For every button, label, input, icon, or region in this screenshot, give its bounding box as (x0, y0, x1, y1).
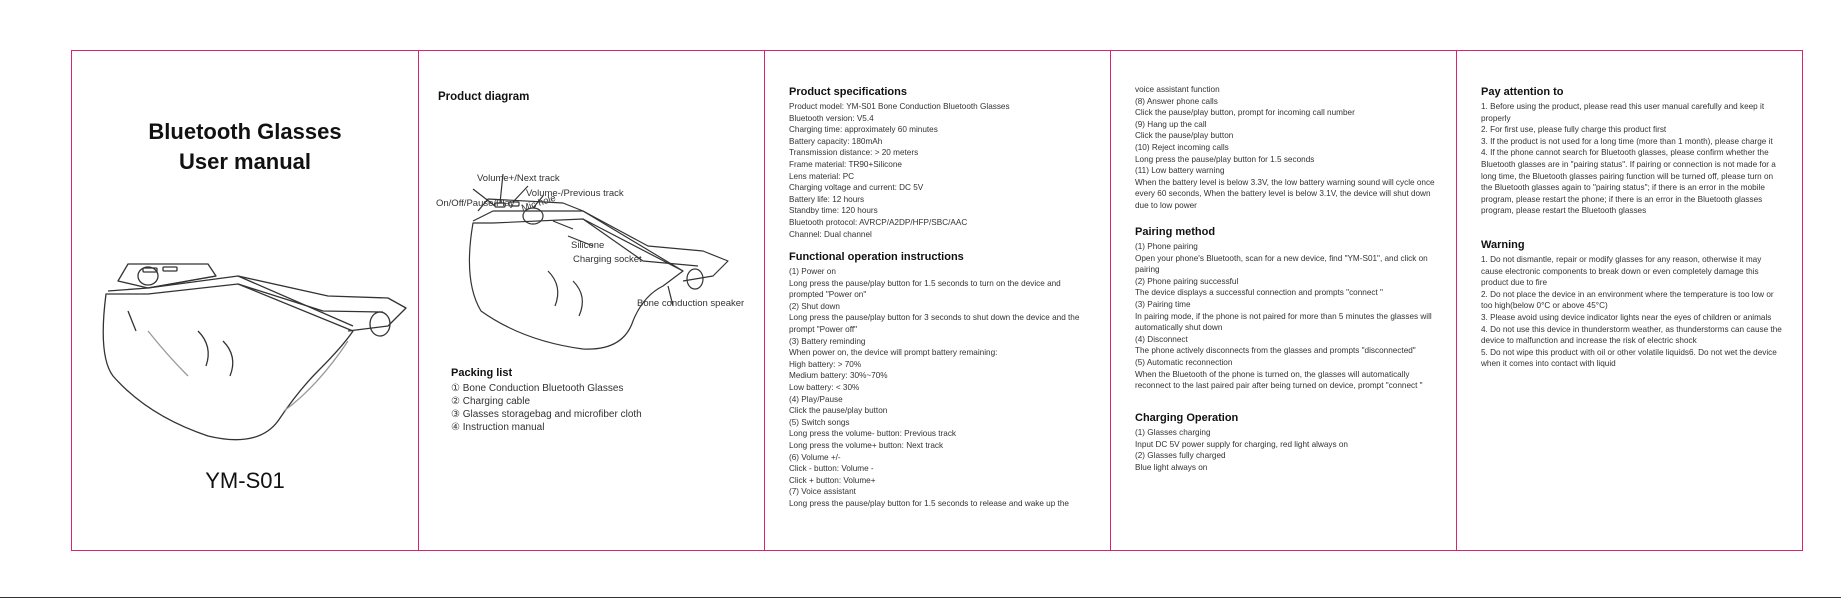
text-line: (11) Low battery warning (1135, 166, 1225, 176)
attention-section (1481, 86, 1782, 217)
text-line: Bluetooth protocol: AVRCP/A2DP/HFP/SBC/AAC (789, 217, 968, 227)
text-line: Product model: YM-S01 Bone Conduction Bluetooth Glasses (789, 102, 1010, 111)
text-line: Lens material: PC (789, 171, 855, 181)
diagram-panel (419, 51, 765, 550)
label-volume-minus: Volume-/Previous track (526, 188, 624, 199)
text-line: Open your phone's Bluetooth, scan for a new device, find "YM-S01", and click on pairing (1135, 253, 1428, 275)
text-line: (1) Power on (789, 267, 836, 276)
attention-lines (1481, 101, 1782, 217)
cover-panel (72, 51, 419, 550)
charging-title: Charging Operation (1135, 412, 1239, 424)
text-line: Blue light always on (1135, 462, 1208, 472)
text-line: When the battery level is below 3.3V, the low battery warning sound will cycle once every 60 seconds, When the battery level is below 3.1V, the device will shut down due to low power (1135, 177, 1435, 210)
packing-item: ② Charging cable (451, 396, 531, 407)
text-line: Click + button: Volume+ (789, 475, 876, 485)
functions-section (789, 251, 1090, 509)
packing-items (451, 382, 642, 434)
specs-title: Product specifications (789, 86, 907, 98)
packing-list (451, 367, 642, 434)
attention-title: Pay attention to (1481, 86, 1564, 98)
text-line: 1. Before using the product, please read this user manual carefully and keep it properly (1481, 102, 1765, 123)
warning-section (1481, 239, 1782, 370)
text-line: When the Bluetooth of the phone is turned on, the glasses will automatically reconnect to the last paired pair after being turned on device, prompt "connect " (1135, 369, 1423, 391)
text-line: When power on, the device will prompt battery remaining: (789, 348, 998, 358)
text-line: 2. For first use, please fully charge this product first (1481, 125, 1667, 135)
text-line: Click the pause/play button, prompt for incoming call number (1135, 108, 1355, 118)
text-line: Transmission distance: > 20 meters (789, 148, 919, 158)
text-line: The device displays a successful connection and prompts "connect " (1135, 288, 1383, 298)
cover-title-line1: Bluetooth Glasses (148, 119, 342, 144)
specs-lines (789, 101, 1090, 240)
text-line: (4) Play/Pause (789, 394, 843, 404)
cover-title (72, 117, 418, 177)
text-line: Standby time: 120 hours (789, 206, 878, 216)
text-line: Channel: Dual channel (789, 229, 872, 239)
charging-section (1135, 412, 1436, 473)
packing-item: ① Bone Conduction Bluetooth Glasses (451, 383, 624, 394)
text-line: Long press the volume- button: Previous track (789, 429, 957, 439)
text-line: (5) Automatic reconnection (1135, 357, 1233, 367)
text-line: Long press the pause/play button for 3 seconds to shut down the device and the prompt "Power off" (789, 313, 1080, 334)
functions-lines (789, 266, 1090, 509)
text-line: In pairing mode, if the phone is not paired for more than 5 minutes the glasses will automatically shut down (1135, 311, 1432, 333)
text-line: (5) Switch songs (789, 417, 850, 427)
text-line: (7) Voice assistant (789, 487, 856, 497)
warning-title: Warning (1481, 239, 1525, 251)
warning-lines (1481, 254, 1782, 370)
text-line: (8) Answer phone calls (1135, 96, 1218, 106)
text-line: (2) Shut down (789, 301, 840, 311)
text-line: 4. Do not use this device in thunderstorm weather, as thunderstorms can cause the device to malfunction and increase the risk of electric shock (1481, 324, 1782, 346)
text-line: Long press the volume+ button: Next track (789, 440, 944, 450)
diagram-title: Product diagram (438, 91, 530, 103)
text-line: Click the pause/play button (789, 406, 888, 416)
cover-title-line2: User manual (178, 149, 312, 174)
text-line: (1) Glasses charging (1135, 428, 1211, 437)
specs-panel (765, 51, 1111, 550)
attention-panel (1457, 51, 1802, 550)
text-line: Long press the pause/play button for 1.5 seconds (1135, 154, 1315, 164)
text-line: 1. Do not dismantle, repair or modify glasses for any reason, otherwise it may cause electronic components to break down or even completely damage this product due to fire (1481, 255, 1762, 288)
text-line: Low battery: < 30% (789, 382, 860, 392)
charging-lines (1135, 427, 1436, 473)
text-line: 3. Please avoid using device indicator lights near the eyes of children or animals (1481, 312, 1772, 322)
text-line: (2) Glasses fully charged (1135, 451, 1226, 461)
text-line: 4. If the phone cannot search for Bluetooth glasses, please confirm whether the Bluetooth glasses are in "pairing status". If pairing or connection is not made for a long time, the Bluetooth glasses pairing function will be turned off, please turn on the Bluetooth glasses again to "pairing status"; if there is an error in the mobile program, please restart the phone; if there is an error in the Bluetooth glasses program, please restart the Bluetooth glasses (1481, 148, 1776, 216)
text-line: (2) Phone pairing successful (1135, 276, 1239, 286)
text-line: (3) Battery reminding (789, 336, 866, 346)
label-mic-hole: Mic hole (520, 192, 558, 215)
label-bone-conduction-speaker: Bone conduction speaker (637, 298, 745, 309)
text-line: Click the pause/play button (1135, 131, 1234, 141)
label-volume-plus: Volume+/Next track (477, 173, 560, 184)
pairing-lines (1135, 241, 1436, 392)
text-line: Battery life: 12 hours (789, 194, 865, 204)
text-line: (1) Phone pairing (1135, 242, 1198, 251)
text-line: High battery: > 70% (789, 359, 862, 369)
text-line: Battery capacity: 180mAh (789, 136, 883, 146)
text-line: Frame material: TR90+Silicone (789, 159, 902, 169)
text-line: Long press the pause/play button for 1.5 seconds to release and wake up the (789, 498, 1069, 508)
functions-cont-lines (1135, 84, 1436, 212)
text-line: (10) Reject incoming calls (1135, 142, 1229, 152)
text-line: (3) Pairing time (1135, 299, 1191, 309)
label-power: On/Off/Pause/Play (436, 198, 515, 209)
packing-item: ④ Instruction manual (451, 422, 545, 433)
manual-sheet (71, 50, 1803, 551)
pairing-title: Pairing method (1135, 226, 1216, 238)
packing-item: ③ Glasses storagebag and microfiber cloth (451, 409, 642, 420)
cover-model: YM-S01 (205, 468, 285, 493)
text-line: (6) Volume +/- (789, 452, 841, 462)
text-line: Click - button: Volume - (789, 464, 874, 474)
specs-section (789, 86, 1090, 240)
label-silicone: Silicone (571, 240, 605, 251)
pairing-panel (1111, 51, 1457, 550)
label-charging-socket: Charging socket (573, 254, 642, 265)
text-line: Medium battery: 30%~70% (789, 371, 888, 381)
text-line: (4) Disconnect (1135, 334, 1188, 344)
text-line: Bluetooth version: V5.4 (789, 113, 874, 123)
packing-title: Packing list (451, 367, 513, 379)
text-line: voice assistant function (1135, 85, 1220, 94)
text-line: The phone actively disconnects from the glasses and prompts "disconnected" (1135, 346, 1416, 356)
text-line: Charging time: approximately 60 minutes (789, 125, 938, 135)
text-line: (9) Hang up the call (1135, 119, 1207, 129)
pairing-section (1135, 226, 1436, 392)
functions-cont-section (1135, 84, 1436, 212)
text-line: Charging voltage and current: DC 5V (789, 183, 924, 193)
text-line: 5. Do not wipe this product with oil or other volatile liquids6. Do not wet the device when it comes into contact with liquid (1481, 347, 1777, 369)
functions-title: Functional operation instructions (789, 251, 964, 263)
text-line: Long press the pause/play button for 1.5 seconds to turn on the device and prompted "Power on" (789, 278, 1061, 300)
text-line: 2. Do not place the device in an environment where the temperature is too low or too high(below 0°C or above 45°C) (1481, 289, 1774, 311)
glasses-cover-illustration (88, 236, 408, 476)
text-line: Input DC 5V power supply for charging, red light always on (1135, 439, 1348, 449)
text-line: 3. If the product is not used for a long time (more than 1 month), please charge it (1481, 136, 1773, 146)
